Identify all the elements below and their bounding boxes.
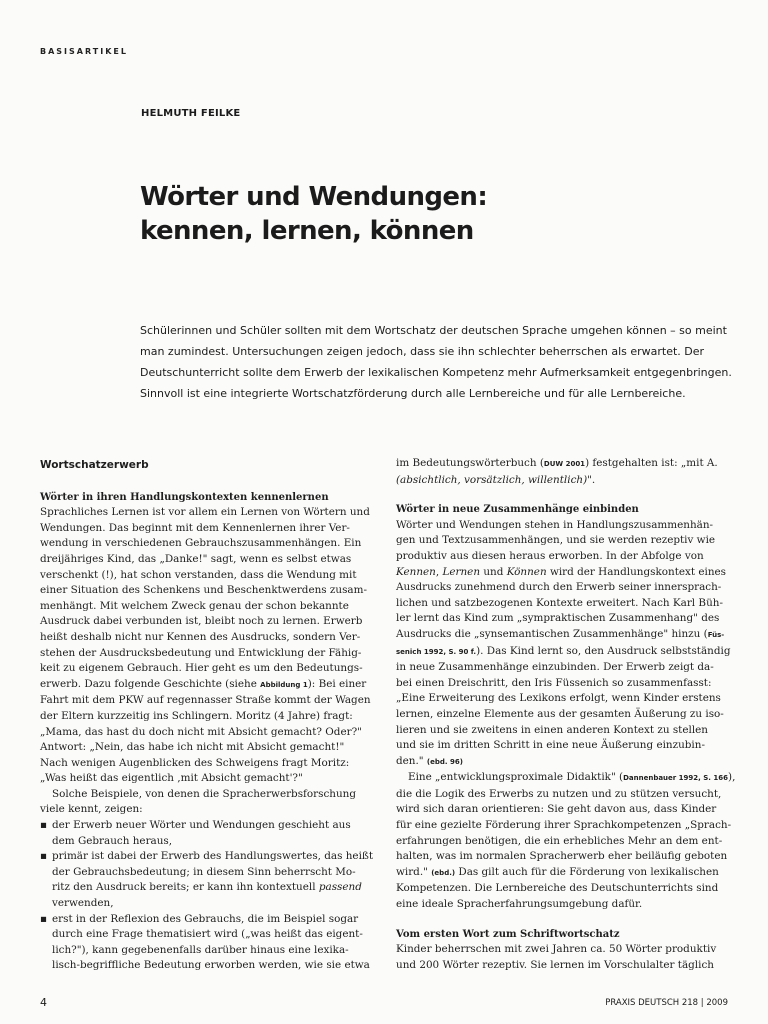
text-span: der Erwerb neuer Wörter und Wendungen geschieht aus — [52, 819, 351, 832]
text-line: Sprachliches Lernen ist vor allem ein Lernen von Wörtern und — [40, 506, 370, 519]
text-span: und — [480, 565, 507, 578]
italic-text: Lernen — [442, 565, 481, 578]
article-title — [140, 180, 487, 248]
text-line: heißt deshalb nicht nur Kennen des Ausdrucks, sondern Ver- — [40, 630, 361, 643]
text-span: den." — [396, 754, 427, 767]
text-span: ) festgehalten ist: „mit A. — [585, 457, 718, 469]
spacer — [396, 913, 732, 927]
text-line: halten, was im normalen Spracherwerb eher beiläufig geboten — [396, 850, 728, 863]
text-line — [396, 565, 732, 581]
text-line: Fahrt mit dem PKW auf regennasser Straße kommt der Wagen — [40, 694, 371, 707]
text-span: primär ist dabei der Erwerb des Handlungswertes, das heißt — [52, 850, 374, 863]
text-span: ): Bei einer — [307, 677, 367, 690]
text-line: menhängt. Mit welchem Zweck genau der schon bekannte — [40, 599, 349, 612]
section-heading: Wortschatzerwerb — [40, 459, 149, 471]
text-line: lernen, einzelne Elemente aus der gesamten Äußerung zu iso- — [396, 707, 724, 720]
text-line: Solche Beispiele, von denen die Spracherwerbsforschung — [52, 787, 356, 800]
text-line: Kompetenzen. Die Lernbereiche des Deutschunterrichts sind — [396, 882, 719, 895]
text-span: wird." — [396, 865, 432, 878]
figure-reference: Abbildung 1 — [260, 680, 308, 689]
lead-line: man zumindest. Untersuchungen zeigen jedoch, dass sie ihn schlechter beherrschen als erwartet. Der — [140, 345, 705, 358]
text-line: viele kennt, zeigen: — [40, 803, 143, 816]
text-line: lisch-begriffliche Bedeutung erworben werden, wie sie etwa — [52, 959, 370, 972]
text-line: lichen und satzbezogenen Kontexte erweitert. Nach Karl Büh- — [396, 596, 723, 609]
text-line: Wendungen. Das beginnt mit dem Kennenlernen ihrer Ver- — [40, 521, 350, 534]
text-line: wird sich daran orientieren: Sie geht davon aus, dass Kinder — [396, 803, 717, 816]
text-span: , — [435, 565, 443, 578]
text-line: und sie im dritten Schritt in eine neue Äußerung einzubin- — [396, 739, 705, 752]
author-name: HELMUTH FEILKE — [141, 108, 241, 119]
title-line: Wörter und Wendungen: — [140, 182, 488, 212]
text-line: verschenkt (!), hat schon verstanden, dass die Wendung mit — [40, 568, 357, 581]
text-line — [396, 627, 732, 644]
text-span: Ausdrucks die „synsemantischen Zusammenhänge" hinzu ( — [396, 627, 708, 640]
bullet-item — [40, 818, 375, 849]
bullet-icon: ▪ — [40, 912, 48, 925]
bullet-icon: ▪ — [40, 819, 48, 832]
subheading: Vom ersten Wort zum Schriftwortschatz — [396, 928, 620, 940]
text-line — [40, 677, 375, 694]
section-label: BASISARTIKEL — [40, 47, 128, 56]
text-line: durch eine Frage thematisiert wird („was heißt das eigent- — [52, 928, 363, 941]
title-line: kennen, lernen, können — [140, 216, 474, 246]
text-span: erwerb. Dazu folgende Geschichte (siehe — [40, 677, 261, 690]
journal-reference: PRAXIS DEUTSCH 218 | 2009 — [605, 998, 728, 1008]
italic-text: passend — [318, 881, 362, 894]
citation: (ebd. 96) — [426, 757, 463, 766]
italic-text: Können — [506, 565, 547, 578]
text-line: einer Situation des Schenkens und Beschenktwerdens zusam- — [40, 584, 367, 597]
text-line: in neue Zusammenhänge einzubinden. Der Erwerb zeigt da- — [396, 661, 714, 674]
text-line: die die Logik des Erwerbs zu nutzen und zu stützen versucht, — [396, 787, 722, 800]
page-number: 4 — [40, 996, 47, 1009]
text-line: bei einen Dreischritt, den Iris Füssenich so zusammenfasst: — [396, 676, 712, 689]
citation: Dannenbauer 1992, S. 166 — [623, 774, 729, 783]
lead-line: Schülerinnen und Schüler sollten mit dem Wortschatz der deutschen Sprache umgehen können – so meint — [140, 324, 727, 337]
italic-text: (absichtlich, vorsätzlich, willentlich) — [396, 473, 588, 486]
text-span: erst in der Reflexion des Gebrauchs, die im Beispiel sogar — [52, 912, 359, 925]
text-line: dreijähriges Kind, das „Danke!" sagt, wenn es selbst etwas — [40, 552, 352, 565]
text-line — [40, 880, 375, 896]
text-line: Ausdruck dabei verbunden ist, bleibt noch zu lernen. Erwerb — [40, 615, 363, 628]
text-line: verwenden, — [52, 897, 114, 910]
spacer — [396, 488, 732, 502]
lead-line: Deutschunterricht sollte dem Erwerb der lexikalischen Kompetenz mehr Aufmerksamkeit entgegenbringen. — [140, 366, 732, 379]
citation: (ebd.) — [431, 868, 456, 877]
text-span: Das gilt auch für die Förderung von lexikalischen — [455, 865, 719, 878]
text-line — [396, 770, 736, 787]
lead-paragraph — [140, 320, 740, 404]
text-line: der Eltern kurzzeitig ins Schlingern. Moritz (4 Jahre) fragt: — [40, 709, 353, 722]
bullet-icon: ▪ — [40, 850, 48, 863]
text-line: lieren und sie zweitens in einen anderen Kontext zu stellen — [396, 723, 708, 736]
text-line: „Was heißt das eigentlich ‚mit Absicht gemacht'?" — [40, 772, 303, 785]
text-span: ritz den Ausdruck bereits; er kann ihn kontextuell — [52, 881, 319, 894]
text-line — [396, 754, 732, 771]
italic-text: Kennen — [396, 565, 436, 578]
text-line: und 200 Wörter rezeptiv. Sie lernen im Vorschulalter täglich — [396, 958, 714, 971]
text-line: gen und Textzusammenhängen, und sie werden rezeptiv wie — [396, 534, 716, 547]
left-column — [40, 458, 375, 974]
text-line — [396, 644, 732, 661]
bullet-item — [40, 912, 375, 974]
lead-line: Sinnvoll ist eine integrierte Wortschatzförderung durch alle Lernbereiche und für alle Lernbereiche. — [140, 387, 686, 400]
text-line: ler lernt das Kind zum „sympraktischen Zusammenhang" des — [396, 612, 720, 625]
text-line: für eine gezielte Förderung ihrer Sprachkompetenzen „Sprach- — [396, 819, 732, 832]
text-line: „Mama, das hast du doch nicht mit Absicht gemacht? Oder?" — [40, 725, 362, 738]
text-span: ), — [728, 771, 736, 784]
text-line: der Gebrauchsbedeutung; in diesem Sinn beherrscht Mo- — [52, 865, 356, 878]
text-line — [396, 456, 732, 473]
right-column — [396, 456, 736, 973]
text-line: dem Gebrauch heraus, — [52, 834, 173, 847]
text-line: Ausdrucks zunehmend durch den Erwerb seiner innersprach- — [396, 581, 722, 594]
subheading: Wörter in neue Zusammenhänge einbinden — [396, 504, 639, 516]
subheading: Wörter in ihren Handlungskontexten kennenlernen — [40, 491, 329, 503]
text-line: Kinder beherrschen mit zwei Jahren ca. 50 Wörter produktiv — [396, 943, 717, 956]
text-line: wendung in verschiedenen Gebrauchszusammenhängen. Ein — [40, 537, 362, 550]
citation: Füs- — [707, 630, 725, 639]
citation: senich 1992, S. 90 f. — [396, 647, 477, 656]
text-line — [396, 865, 732, 882]
text-line: Nach wenigen Augenblicken des Schweigens fragt Moritz: — [40, 756, 350, 769]
text-line: eine ideale Spracherfahrungsumgebung dafür. — [396, 898, 643, 911]
text-span: im Bedeutungswörterbuch ( — [396, 457, 544, 469]
citation: DUW 2001 — [543, 460, 586, 468]
bullet-item — [40, 849, 375, 911]
text-span: ). Das Kind lernt so, den Ausdruck selbstständig — [476, 644, 731, 657]
text-line: keit zu eigenem Gebrauch. Hier geht es um den Bedeutungs- — [40, 662, 363, 675]
text-line: Wörter und Wendungen stehen in Handlungszusammenhän- — [396, 518, 714, 531]
text-line: erfahrungen benötigen, die ein erhebliches Mehr an dem ent- — [396, 834, 723, 847]
text-line — [396, 473, 732, 489]
text-span: Eine „entwicklungsproximale Didaktik" ( — [408, 771, 624, 784]
text-line: „Eine Erweiterung des Lexikons erfolgt, wenn Kinder erstens — [396, 692, 721, 705]
text-line: produktiv aus diesen heraus erworben. In der Abfolge von — [396, 549, 704, 562]
text-span: wird der Handlungskontext eines — [546, 565, 727, 578]
text-line: stehen der Ausdrucksbedeutung und Entwicklung der Fähig- — [40, 646, 362, 659]
text-line: Antwort: „Nein, das habe ich nicht mit Absicht gemacht!" — [40, 741, 345, 754]
text-span: ". — [587, 473, 596, 486]
text-line: lich?"), kann gegebenenfalls darüber hinaus eine lexika- — [52, 943, 349, 956]
